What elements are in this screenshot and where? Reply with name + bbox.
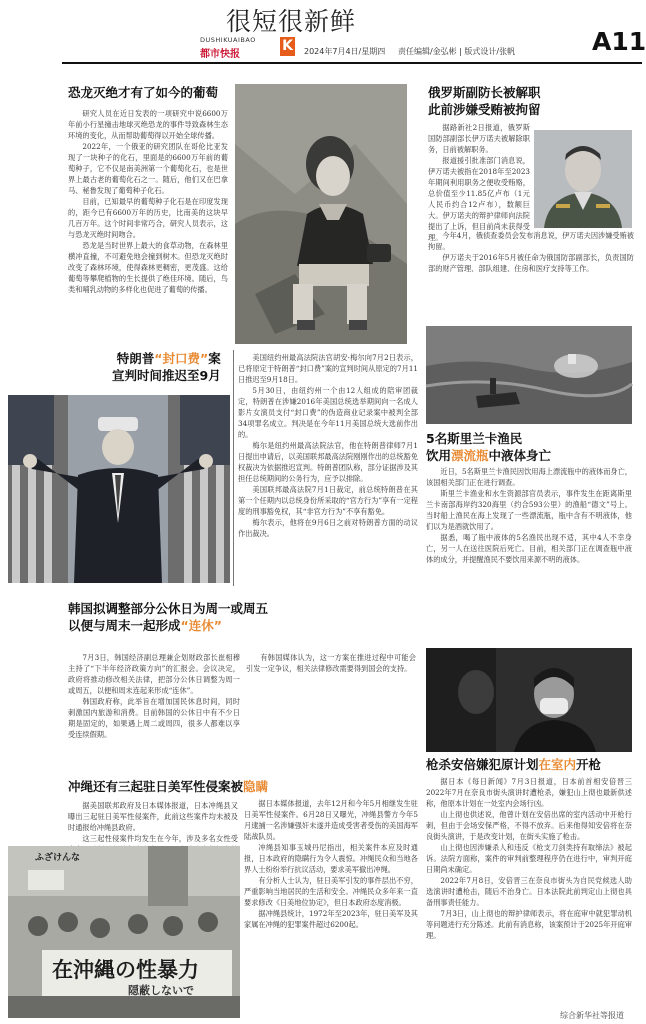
srilanka-body: 近日，5名斯里兰卡渔民因饮用海上漂流瓶中的液体而身亡，该国相关部门正在进行调查。 斯里兰卡渔业和水生资源部官员表示，事件发生在距离斯里兰卡南部海岸约320海里（约合593公里）的渔船“德文”号上。当时船上渔民在海上发现了一些漂流瓶，瓶中含有不明液体，他们以为是酒就饮用了。 据悉，喝了瓶中液体的5名渔民出现不适，其中4人不幸身亡，另一人在送往医院后死亡。目前，相关部门正在调查瓶中液体的成分，并提醒渔民不要饮用来源不明的液体。 (426, 467, 632, 564)
russia-headline: 俄罗斯副防长被解职 此前涉嫌受贿被拘留 (428, 85, 541, 117)
russia-body-wrap: 据路新社2日报道，俄罗斯国防部副部长伊万诺夫被解除职务，日前被解职务。 报道援引批准部门消息说，伊万诺夫被指在2018年至2023年期间利用职务之便收受贿赂，总价值至少11.85亿卢布（1元人民币约合12卢布），数额巨大。伊万诺夫的辩护律师向法院提出了上诉，但目前尚未获得受理。 (428, 123, 530, 242)
grapes-headline: 恐龙灭绝才有了如今的葡萄 (68, 85, 219, 100)
okinawa-sign-text: ふざけんな (35, 853, 81, 863)
column-divider (233, 350, 234, 586)
brand-name: 都市快报 (200, 49, 240, 60)
okinawa-banner-sub: 隠蔽しないで (128, 984, 194, 997)
issue-date: 2024年7月4日/星期四 (304, 47, 386, 56)
editor-credit: 责任编辑/金弘彬 | 版式设计/张帆 (397, 47, 516, 56)
russia-body-rest: 今年4月，俄侦查委员会发布消息说，伊万诺夫因涉嫌受贿被拘留。 伊万诺夫于2016年5月被任命为俄国防部副部长，负责国防部的财产管理、部队组建、住房和医疗支持等工作。 (428, 231, 634, 273)
page-number: A11 (592, 27, 646, 56)
trump-photo (8, 395, 230, 583)
korea-body-right: 有韩国媒体认为，这一方案在推进过程中可能会引发一定争议，相关法律修改需要得到国会的支持。 (246, 653, 416, 673)
trump-body: 美国纽约州最高法院法官胡安·梅尔向7月2日表示，已将原定于特朗普“封口费”案的宣判时间从原定的7月11日推迟至9月18日。 5月30日，由纽约州一个由12人组成的陪审团裁定，特朗普在涉嫌2016年美国总统选举期间向一名成人影片女演员支付“封口费”的伪造商业记录案中被判全部34项罪名成立。判决是在今年11月美国总统大选前作出的。 梅尔是纽约州最高法院法官，他在特朗普律师7月1日提出申请后，以美国联邦最高法院刚刚作出的总统豁免权裁决为依据推迟宣判。特朗普团队称，部分证据涉及其担任总统期间的公务行为，应予以排除。 美国联邦最高法院7月1日裁定，前总统特朗普在其第一个任期内以总统身份所采取的“官方行为”享有一定程度的刑事豁免权，其“非官方行为”不享有豁免。 梅尔表示，他将在9月6日之前对特朗普方面的动议作出裁决。 (238, 353, 418, 538)
k-logo-icon: K (280, 37, 295, 56)
masthead-rule (62, 62, 642, 64)
footer-credit: 综合新华社等报道 (560, 1011, 624, 1020)
korea-body-left: 7月3日，韩国经济副总理兼企划财政部长崔相穆主持了“下半年经济政策方向”的汇报会。会议决定，政府将推动修改相关法律，把部分公休日调整为周一或周五，以便和周末连起来形成“连休”。 韩国政府称，此举旨在增加国民休息时间，同时刺激国内旅游和消费。目前韩国的公休日中有不少日期是固定的，如果遇上周二或周四，很多人都难以享受连续假期。 (68, 653, 240, 739)
date-editor-line (304, 46, 515, 57)
grapes-body: 研究人员在近日发表的一项研究中说6600万年前小行星撞击地球灭绝恐龙的事件导致森林生态环境的变化，从而帮助葡萄得以开始全球传播。 2022年，一个俄亚的研究团队在哥伦比亚发现了一块种子的化石，里面是的6600万年前的葡萄种子，它不仅是南美洲第一个葡萄化石，也是世界上最古老的葡萄化石之一。随后，他们又在巴拿马、秘鲁发现了葡萄种子化石。 目前，已知最早的葡萄种子化石是在印度发现的，距今已有6600万年的历史，比南美的这块早几百万年。这个时间非常巧合，研究人员表示，这与恐龙灭绝时间吻合。 恐龙是当时世界上最大的食草动物，在森林里横冲直撞，不可避免地会撞到树木。但恐龙灭绝时改变了森林环境，使得森林更稠密，更茂盛。这给葡萄等攀爬植物的生长提供了绝佳环境。随后，鸟类和哺乳动物的多样化也促进了葡萄的传播。 (68, 109, 228, 294)
srilanka-sea-photo (426, 326, 632, 424)
okinawa-headline: 冲绳还有三起驻日美军性侵案被隐瞒 (68, 779, 269, 794)
brand-pinyin: DUSHIKUAIBAO (200, 36, 256, 44)
korea-headline: 韩国拟调整部分公休日为周一或周五 以便与周末一起形成“连休” (68, 601, 269, 633)
trump-headline: 特朗普“封口费”案 宣判时间推迟至9月 (112, 351, 221, 383)
okinawa-body-left: 据美国联邦政府及日本媒体报道，日本冲绳县又曝出三起驻日美军性侵案件，此前这些案件均未被及时通报给冲绳县政府。 这三起性侵案件均发生在今年，涉及多名女性受 (68, 801, 238, 843)
okinawa-protest-photo (8, 846, 240, 1018)
srilanka-headline: 5名斯里兰卡渔民 饮用漂流瓶中液体身亡 (426, 431, 552, 463)
okinawa-banner-text: 在沖縄の性暴力 (52, 957, 199, 982)
grapes-researcher-photo (235, 84, 407, 344)
japan-headline: 枪杀安倍嫌犯原计划在室内开枪 (426, 757, 602, 772)
japan-suspect-photo (426, 648, 632, 752)
section-title: 很短很新鲜 (226, 7, 357, 36)
japan-body: 据日本《每日新闻》7月3日报道，日本前首相安倍晋三2022年7月在奈良市街头演讲时遭枪杀，嫌犯山上彻也最新供述称，他原本计划在一处室内会场行凶。 山上彻也供述说，他曾计划在安倍出席的室内活动中开枪行刺，但由于会场安保严格，不得不放弃。后来他得知安倍将在奈良街头演讲，于是改变计划，在街头实施了枪击。 山上彻也因涉嫌杀人和违反《枪支刀剑类持有取缔法》被起诉。法院方面称，案件的审判前整理程序仍在进行中，审判开庭日期尚未确定。 2022年7月8日，安倍晋三在奈良市街头为自民党候选人助选演讲时遭枪击，随后不治身亡。日本法院此前判定山上彻也具备刑事责任能力。 7月3日，山上彻也的辩护律师表示，将在庭审中就犯罪动机等问题进行充分陈述。此前有消息称，该案预计于2025年开庭审理。 (426, 777, 632, 940)
brand-logo (200, 36, 256, 60)
okinawa-body-right: 据日本媒体报道，去年12月和今年5月相继发生驻日美军性侵案件。6月28日又曝光，冲绳县警方今年5月逮捕一名涉嫌强奸未遂并造成受害者受伤的美国海军陆战队员。 冲绳县知事玉城丹尼指出，相关案件本应及时通报，日本政府的隐瞒行为令人震惊。冲绳民众和当地各界人士纷纷举行抗议活动，要求美军撤出冲绳。 有分析人士认为，驻日美军引发的事件层出不穷，严重影响当地居民的生活和安全。冲绳民众多年来一直要求修改《日美地位协定》，但日本政府态度消极。 据冲绳县统计，1972年至2023年，驻日美军及其家属在冲绳的犯罪案件超过6200起。 (244, 799, 418, 929)
russia-official-photo (534, 130, 632, 228)
